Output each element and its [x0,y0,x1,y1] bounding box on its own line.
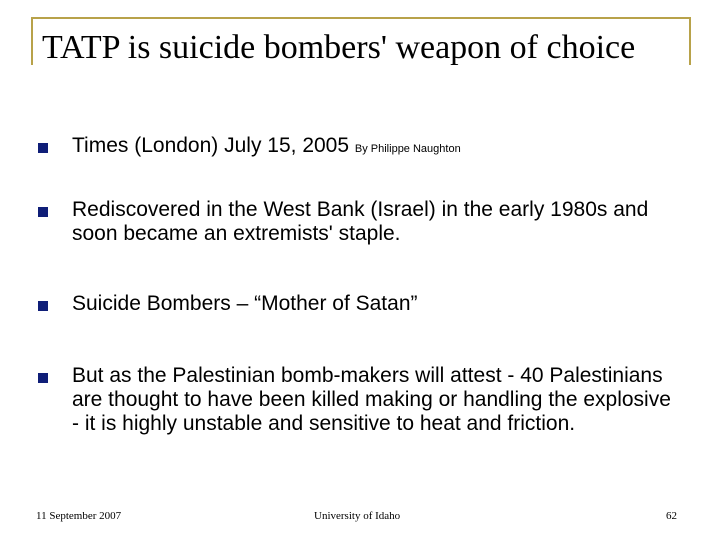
bullet-text-4: But as the Palestinian bomb-makers will attest - 40 Palestinians are thought to have been killed making or handling the explosive - it is highly unstable and sensitive to heat and friction. [72,364,671,435]
title-frame-top-line [31,17,691,19]
square-bullet-icon [38,207,48,217]
bullet-text-1-byline: By Philippe Naughton [354,143,461,155]
title-frame-right-line [689,17,691,65]
square-bullet-icon [38,143,48,153]
footer-date: 11 September 2007 [36,510,122,522]
slide-title: TATP is suicide bombers' weapon of choice [42,29,636,66]
square-bullet-icon [38,373,48,383]
title-frame-left-line [31,17,33,65]
footer-page-number: 62 [666,510,677,522]
bullet-text-2: Rediscovered in the West Bank (Israel) in the early 1980s and soon became an extremists' staple. [72,198,649,245]
footer-institution: University of Idaho [314,510,401,522]
square-bullet-icon [38,301,48,311]
bullet-text-1-main: Times (London) July 15, 2005 [72,134,350,157]
bullet-text-1 [72,134,672,161]
bullet-text-3: Suicide Bombers – “Mother of Satan” [72,292,418,315]
